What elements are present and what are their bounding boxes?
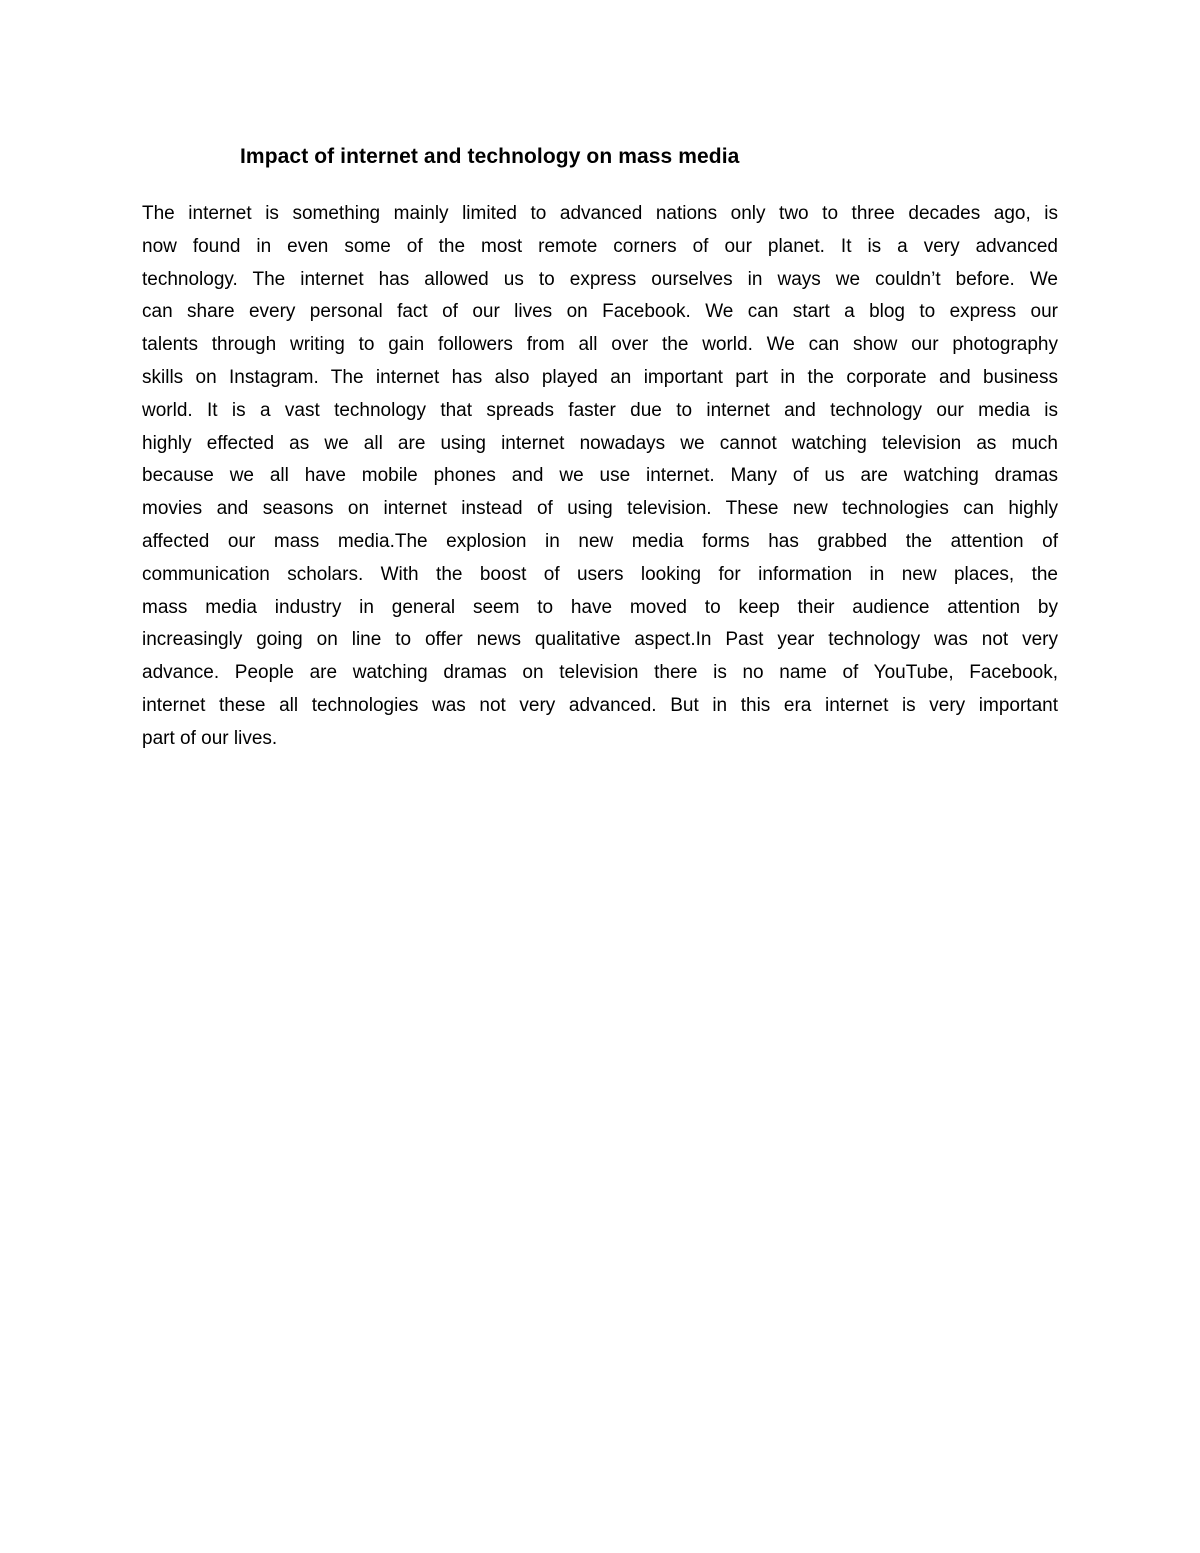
paragraph-line: skills on Instagram. The internet has also played an important part in the corporate and business — [142, 366, 1058, 388]
paragraph-line: because we all have mobile phones and we use internet. Many of us are watching dramas — [142, 465, 1058, 487]
paragraph-line: now found in even some of the most remote corners of our planet. It is a very advanced — [142, 235, 1058, 257]
paragraph-line: talents through writing to gain followers from all over the world. We can show our photography — [142, 334, 1058, 356]
document-title: Impact of internet and technology on mass media — [240, 145, 740, 168]
paragraph-line: part of our lives. — [142, 727, 278, 749]
paragraph-line: world. It is a vast technology that spreads faster due to internet and technology our media is — [142, 399, 1058, 421]
body-paragraph — [142, 198, 1058, 756]
paragraph-line: affected our mass media.The explosion in new media forms has grabbed the attention of — [142, 530, 1058, 552]
paragraph-line: mass media industry in general seem to have moved to keep their audience attention by — [142, 596, 1058, 618]
paragraph-line: highly effected as we all are using internet nowadays we cannot watching television as much — [142, 432, 1058, 454]
paragraph-line: internet these all technologies was not very advanced. But in this era internet is very important — [142, 694, 1058, 716]
paragraph-line: communication scholars. With the boost of users looking for information in new places, the — [142, 563, 1058, 585]
paragraph-line: movies and seasons on internet instead of using television. These new technologies can highly — [142, 498, 1058, 520]
paragraph-line: can share every personal fact of our lives on Facebook. We can start a blog to express our — [142, 301, 1058, 323]
paragraph-line: advance. People are watching dramas on television there is no name of YouTube, Facebook, — [142, 662, 1058, 684]
paragraph-line: The internet is something mainly limited to advanced nations only two to three decades ago, is — [142, 203, 1058, 224]
paragraph-line: technology. The internet has allowed us to express ourselves in ways we couldn’t before. We — [142, 268, 1058, 290]
paragraph-line: increasingly going on line to offer news qualitative aspect.In Past year technology was not very — [142, 629, 1058, 651]
